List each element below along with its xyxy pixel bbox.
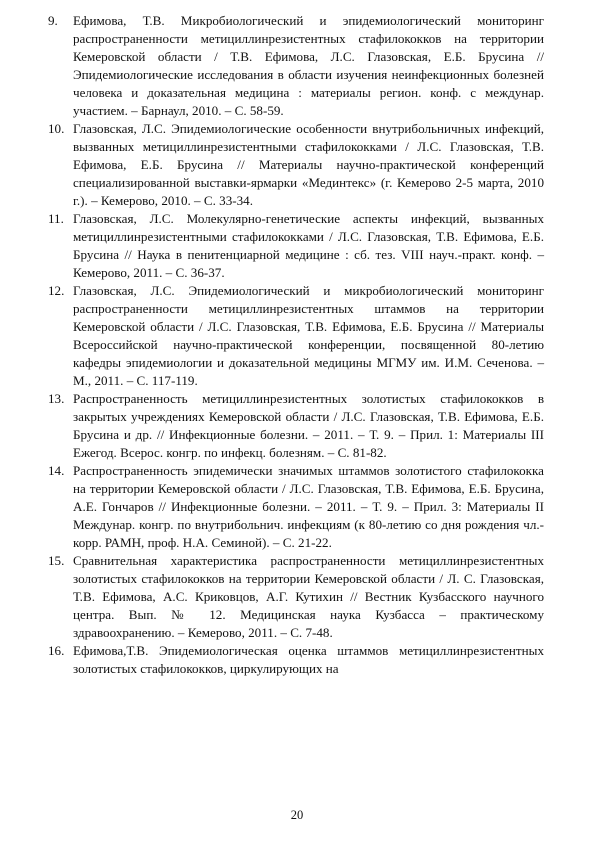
reference-item xyxy=(48,642,544,678)
reference-number: 16. xyxy=(48,643,65,658)
reference-number: 14. xyxy=(48,463,65,478)
reference-item xyxy=(48,552,544,642)
reference-item xyxy=(48,12,544,120)
reference-item xyxy=(48,462,544,552)
reference-text: Глазовская, Л.С. Эпидемиологический и микробиологический мониторинг распространенности метициллинрезистентных штаммов на территории Кемеровской области / Л.С. Глазовская, Т.В. Ефимова, Е.Б. Брусина // Материалы Всероссийской научно-практической конференции, посвященной 80-летию кафедры эпидемиологии и доказательной медицины МГМУ им. И.М. Сеченова. – М., 2011. – С. 117-119. xyxy=(73,283,544,388)
reference-text: Распространенность метициллинрезистентных золотистых стафилококков в закрытых учреждениях Кемеровской области / Л.С. Глазовская, Т.В. Ефимова, Е.Б. Брусина и др. // Инфекционные болезни. – 2011. – Т. 9. – Прил. 1: Материалы III Ежегод. Всерос. конгр. по инфекц. болезням. – С. 81-82. xyxy=(73,391,544,460)
reference-text: Глазовская, Л.С. Эпидемиологические особенности внутрибольничных инфекций, вызванных метициллинрезистентными стафилококками / Л.С. Глазовская, Т.В. Ефимова, Е.Б. Брусина // Материалы научно-практической конференций специализированной выставки-ярмарки «Мединтекс» (г. Кемерово 2-5 марта, 2010 г.). – Кемерово, 2010. – С. 33-34. xyxy=(73,121,544,208)
page-number: 20 xyxy=(290,808,304,822)
reference-text: Ефимова, Т.В. Микробиологический и эпидемиологический мониторинг распространенности метициллинрезистентных стафилококков на территории Кемеровской области / Т.В. Ефимова, Л.С. Глазовская, Е.Б. Брусина // Эпидемиологические исследования в области изучения неинфекционных болезней человека и доказательная медицина : материалы регион. конф. с междунар. участием. – Барнаул, 2010. – С. 58-59. xyxy=(73,13,544,118)
reference-text: Ефимова,Т.В. Эпидемиологическая оценка штаммов метициллинрезистентных золотистых стафилококков, циркулирующих на xyxy=(73,643,544,676)
reference-number: 12. xyxy=(48,283,65,298)
reference-number: 15. xyxy=(48,553,65,568)
reference-item xyxy=(48,120,544,210)
reference-number: 11. xyxy=(48,211,64,226)
reference-item xyxy=(48,282,544,390)
reference-item xyxy=(48,210,544,282)
reference-text: Сравнительная характеристика распространенности метициллинрезистентных золотистых стафилококков на территории Кемеровской области / Л. С. Глазовская, Т.В. Ефимова, А.С. Криковцов, А.Г. Кутихин // Вестник Кузбасского научного центра. Вып. № 12. Медицинская наука Кузбасса – практическому здравоохранению. – Кемерово, 2011. – С. 7-48. xyxy=(73,553,544,640)
reference-number: 10. xyxy=(48,121,65,136)
reference-list xyxy=(48,12,544,678)
reference-text: Распространенность эпидемически значимых штаммов золотистого стафилококка на территории Кемеровской области / Л.С. Глазовская, Т.В. Ефимова, Е.Б. Брусина, А.Е. Гончаров // Инфекционные болезни. – 2011. – Т. 9. – Прил. 3: Материалы II Междунар. конгр. по внутрибольнич. инфекциям (к 80-летию со дня рождения чл.-корр. РАМН, проф. Н.А. Семиной). – С. 21-22. xyxy=(73,463,544,550)
reference-text: Глазовская, Л.С. Молекулярно-генетические аспекты инфекций, вызванных метициллинрезистентными стафилококками / Л.С. Глазовская, Т.В. Ефимова, Е.Б. Брусина // Наука в пенитенциарной медицине : сб. тез. VIII науч.-практ. конф. – Кемерово, 2011. – С. 36-37. xyxy=(73,211,544,280)
reference-item xyxy=(48,390,544,462)
reference-number: 13. xyxy=(48,391,65,406)
reference-number: 9. xyxy=(48,13,58,28)
document-page xyxy=(48,12,544,678)
